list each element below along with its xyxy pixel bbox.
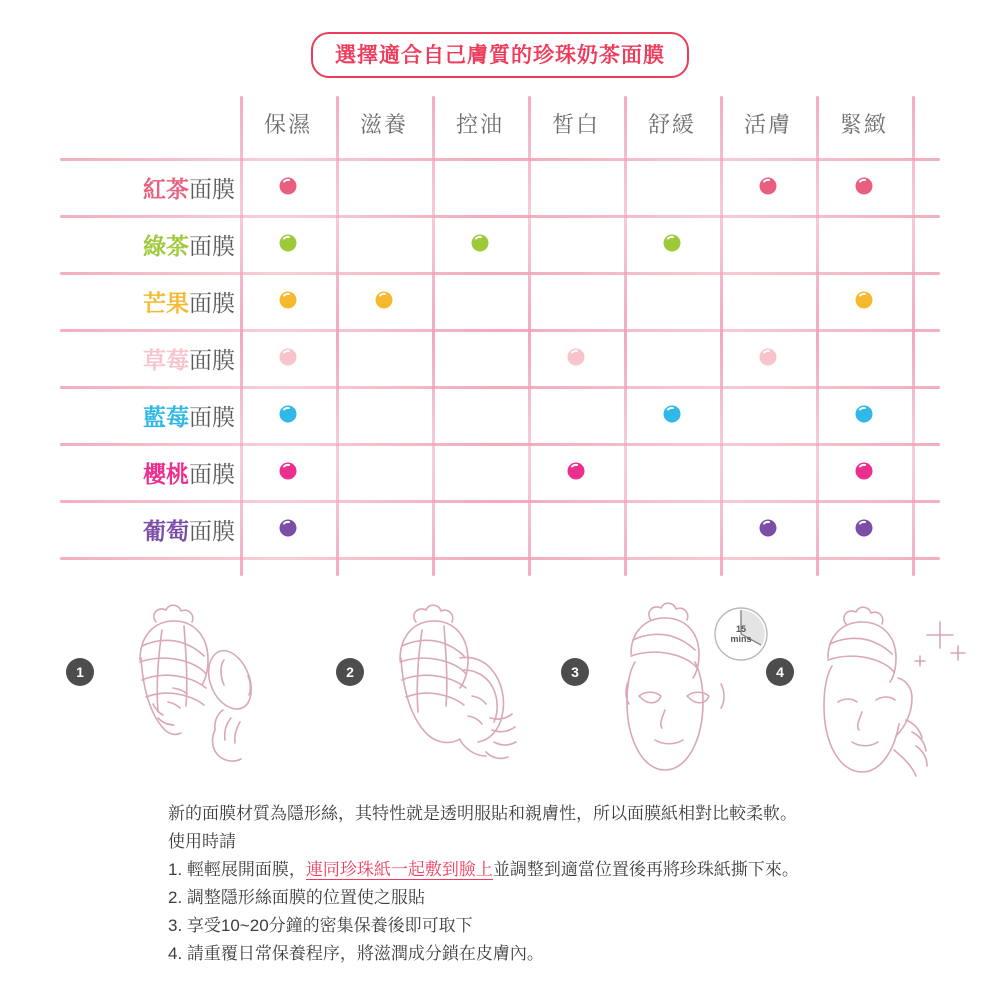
row-label-6: 櫻桃面膜 <box>143 461 235 487</box>
pearl-mark <box>566 461 586 481</box>
step-4-number: 4 <box>766 658 794 686</box>
pearl-mark <box>854 404 874 424</box>
notes-use-label: 使用時請 <box>168 832 236 851</box>
grid-vline <box>720 96 723 576</box>
pearl-mark <box>278 404 298 424</box>
pearl-mark <box>854 518 874 538</box>
row-label-5: 藍莓面膜 <box>143 404 235 430</box>
note-item-4: 4. 請重覆日常保養程序，將滋潤成分鎖在皮膚內。 <box>168 944 544 963</box>
grid-hline <box>60 557 940 560</box>
applying-mask-to-face-icon <box>368 600 568 795</box>
skin-type-matrix <box>60 96 940 576</box>
pearl-mark <box>758 347 778 367</box>
pearl-mark <box>278 233 298 253</box>
row-label-2: 綠茶面膜 <box>143 233 235 259</box>
pearl-mark <box>278 290 298 310</box>
pearl-mark <box>662 233 682 253</box>
step-3-number: 3 <box>561 658 589 686</box>
step-1-number: 1 <box>66 658 94 686</box>
column-header-7: 緊緻 <box>839 112 888 137</box>
pearl-mark <box>854 290 874 310</box>
notes-intro: 新的面膜材質為隱形絲，其特性就是透明服貼和親膚性，所以面膜紙相對比較柔軟。 <box>168 804 797 823</box>
column-header-1: 保濕 <box>263 112 312 137</box>
step-2-number: 2 <box>336 658 364 686</box>
pearl-mark <box>854 176 874 196</box>
column-header-4: 皙白 <box>551 112 600 137</box>
pearl-mark <box>278 176 298 196</box>
column-header-5: 舒緩 <box>647 112 696 137</box>
grid-vline <box>816 96 819 576</box>
pearl-mark <box>758 176 778 196</box>
pearl-mark <box>662 404 682 424</box>
note-item-1-prefix: 1. 輕輕展開面膜， <box>168 860 306 879</box>
grid-vline <box>624 96 627 576</box>
note-item-1-highlight: 連同珍珠紙一起敷到臉上 <box>305 860 493 879</box>
grid-vline <box>528 96 531 576</box>
note-item-1 <box>168 856 928 884</box>
instruction-notes <box>168 800 928 968</box>
grid-hline <box>60 500 940 503</box>
step-4 <box>760 600 1000 790</box>
usage-steps <box>0 600 1000 790</box>
grid-hline <box>60 443 940 446</box>
pearl-mark <box>566 347 586 367</box>
pearl-mark <box>278 518 298 538</box>
row-label-3: 芒果面膜 <box>143 290 235 316</box>
grid-vline <box>336 96 339 576</box>
title-container <box>0 32 1000 78</box>
timer-unit: mins <box>730 634 752 644</box>
pearl-mark <box>854 461 874 481</box>
grid-vline <box>912 96 915 576</box>
grid-hline <box>60 329 940 332</box>
face-after-care-sparkle-icon <box>798 600 998 795</box>
row-label-7: 葡萄面膜 <box>143 518 235 544</box>
page-title: 選擇適合自己膚質的珍珠奶茶面膜 <box>311 32 689 78</box>
grid-hline <box>60 215 940 218</box>
step-2 <box>330 600 580 790</box>
timer-value: 15 <box>735 624 746 634</box>
grid-hline <box>60 158 940 161</box>
pearl-mark <box>374 290 394 310</box>
pearl-mark <box>278 461 298 481</box>
pearl-mark <box>758 518 778 538</box>
grid-vline <box>432 96 435 576</box>
grid-hline <box>60 272 940 275</box>
row-label-4: 草莓面膜 <box>143 347 235 373</box>
column-header-3: 控油 <box>455 112 504 137</box>
grid-vline <box>240 96 243 576</box>
column-header-2: 滋養 <box>359 112 408 137</box>
note-item-3: 3. 享受10~20分鐘的密集保養後即可取下 <box>168 916 473 935</box>
note-item-2: 2. 調整隱形絲面膜的位置使之服貼 <box>168 888 425 907</box>
pearl-mark <box>470 233 490 253</box>
column-header-6: 活膚 <box>743 112 792 137</box>
note-item-1-suffix: 並調整到適當位置後再將珍珠紙撕下來。 <box>492 860 799 879</box>
row-label-1: 紅茶面膜 <box>143 176 235 202</box>
face-with-mask-pouch-icon <box>98 600 298 795</box>
grid-hline <box>60 386 940 389</box>
step-1 <box>60 600 310 790</box>
pearl-mark <box>278 347 298 367</box>
